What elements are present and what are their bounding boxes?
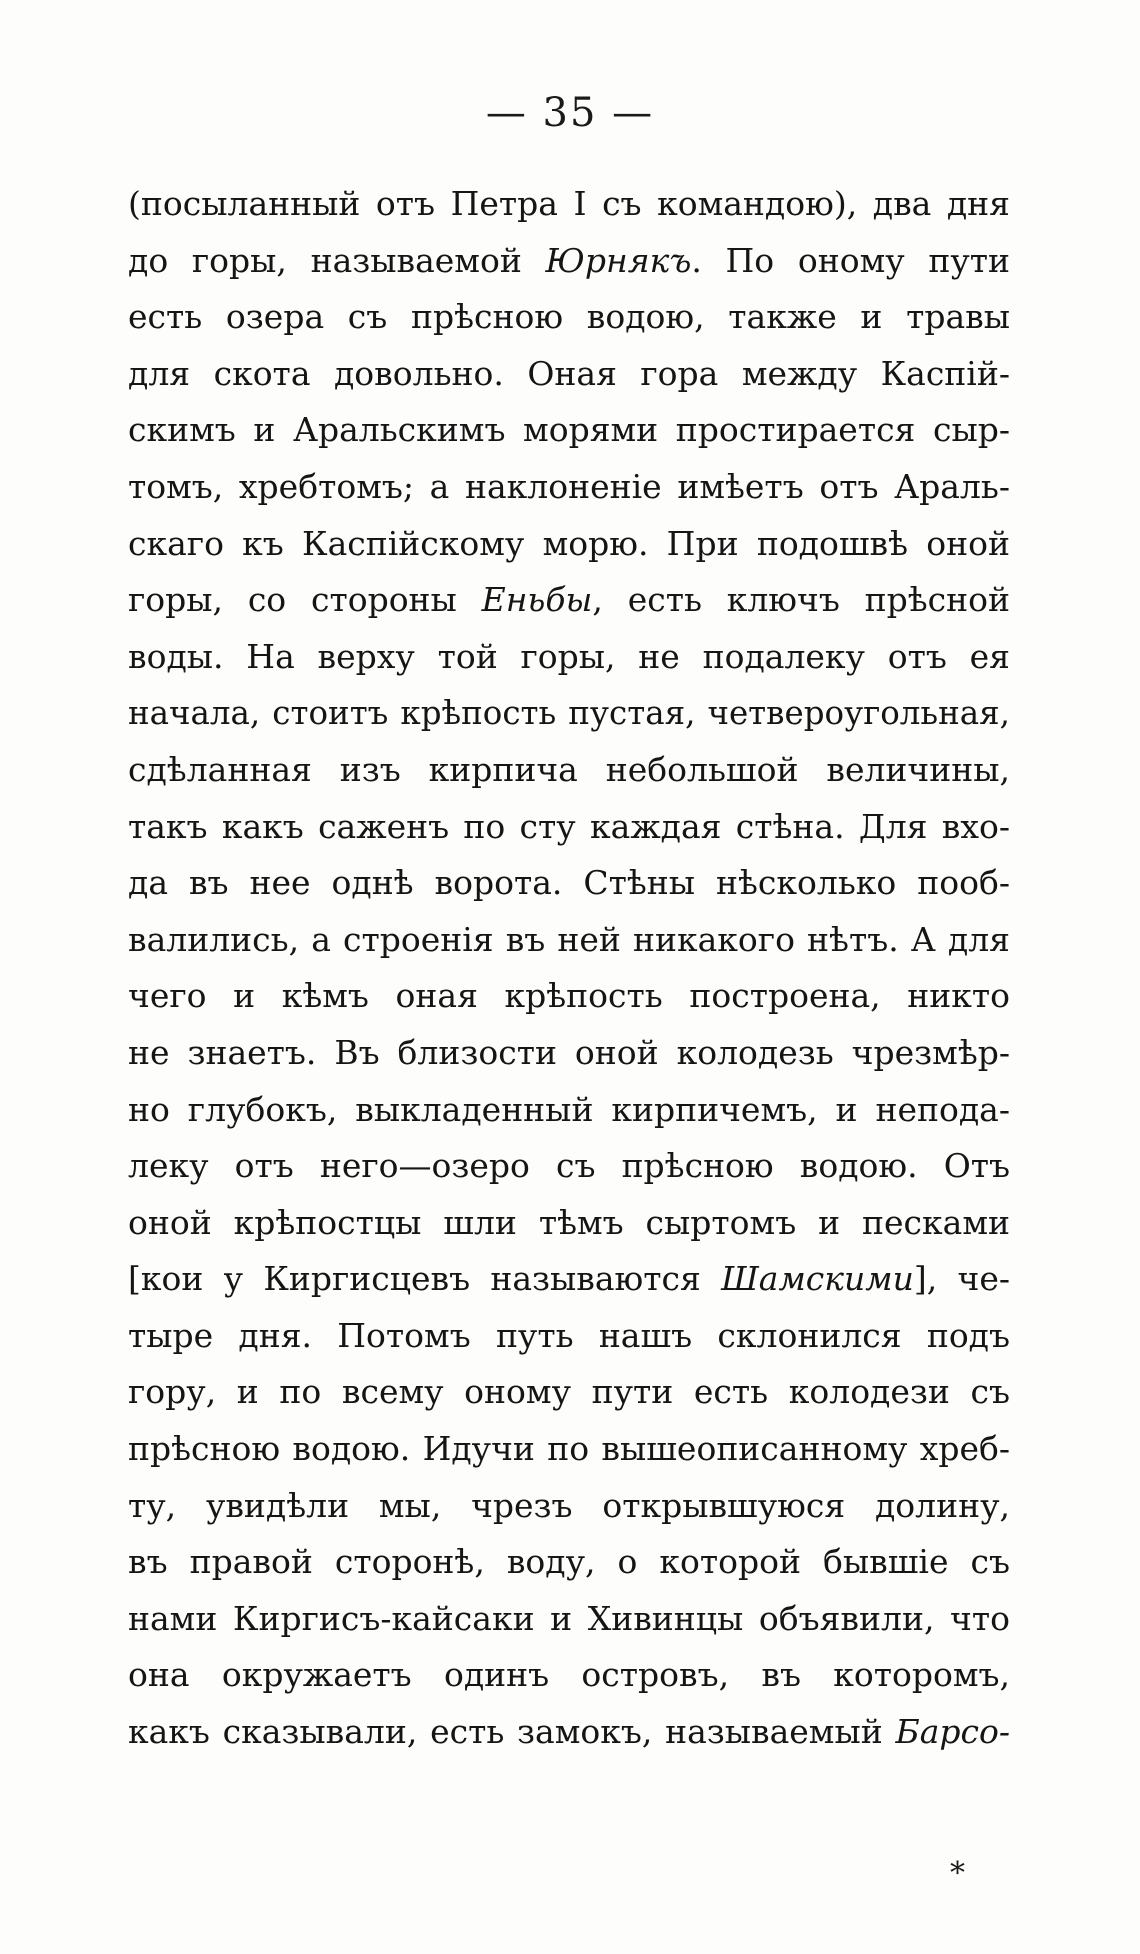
- line-text: чего и кѣмъ оная крѣпость построена, никто: [128, 976, 1010, 1016]
- line-text: скаго къ Каспiйскому морю. При подошвѣ оной: [128, 523, 1010, 563]
- text-line: [128, 685, 1010, 742]
- italic-name: Еньбы: [481, 580, 593, 620]
- line-text: нами Киргисъ-кайсаки и Хивинцы объявили, что: [128, 1598, 1010, 1638]
- line-text: сдѣланная изъ кирпича небольшой величины,: [128, 749, 1010, 789]
- line-text: (посыланный отъ Петра I съ командою), два дня: [128, 184, 1010, 223]
- text-line: [128, 1082, 1010, 1139]
- text-line: [128, 1251, 1010, 1308]
- italic-name: Шамскими: [721, 1259, 914, 1299]
- text-line: [128, 346, 1010, 403]
- line-text: до горы, называемой: [128, 240, 546, 280]
- line-text: такъ какъ саженъ по сту каждая стѣна. Для вхо-: [128, 806, 1010, 846]
- line-text: не знаетъ. Въ близости оной колодезь чрезмѣр-: [128, 1032, 1010, 1072]
- text-line: [128, 1364, 1010, 1421]
- text-line: [128, 176, 1010, 233]
- text-line: [128, 516, 1010, 573]
- page-number: — 35 —: [485, 90, 655, 136]
- text-line: [128, 1421, 1010, 1478]
- text-line: [128, 742, 1010, 799]
- signature-mark: *: [950, 1856, 965, 1891]
- line-text: скимъ и Аральскимъ морями простирается сыр-: [128, 410, 1010, 450]
- line-text: тыре дня. Потомъ путь нашъ склонился подъ: [128, 1315, 1010, 1355]
- line-text: есть озера съ прѣсною водою, также и травы: [128, 297, 1010, 337]
- text-line: [128, 459, 1010, 516]
- line-text: начала, стоитъ крѣпость пустая, четвероугольная,: [128, 694, 1010, 733]
- text-line: [128, 402, 1010, 459]
- text-line: [128, 1704, 1010, 1761]
- line-text: томъ, хребтомъ; а наклоненiе имѣетъ отъ Араль-: [128, 466, 1010, 506]
- line-text: горы, со стороны: [128, 580, 482, 620]
- line-text: она окружаетъ одинъ островъ, въ которомъ,: [128, 1655, 1010, 1695]
- line-text: , есть ключъ прѣсной: [592, 580, 1010, 620]
- text-line: [128, 572, 1010, 629]
- line-text: да въ нее однѣ ворота. Стѣны нѣсколько пооб-: [128, 863, 1010, 903]
- line-text: воды. На верху той горы, не подалеку отъ ея: [128, 636, 1010, 676]
- line-text: гору, и по всему оному пути есть колодези съ: [128, 1372, 1010, 1412]
- line-text: . По оному пути: [691, 240, 1010, 280]
- line-text: [кои у Киргисцевъ называются: [128, 1259, 722, 1299]
- line-text: прѣсною водою. Идучи по вышеописанному хреб-: [128, 1429, 1010, 1469]
- text-line: [128, 855, 1010, 912]
- text-line: [128, 1478, 1010, 1535]
- text-line: [128, 1647, 1010, 1704]
- text-line: [128, 1308, 1010, 1365]
- line-text: ту, увидѣли мы, чрезъ открывшуюся долину,: [128, 1485, 1010, 1525]
- line-text: въ правой сторонѣ, воду, о которой бывшiе съ: [128, 1542, 1010, 1582]
- text-line: [128, 1534, 1010, 1591]
- body-text: [128, 176, 1010, 1761]
- text-line: [128, 233, 1010, 290]
- line-text: леку отъ него—озеро съ прѣсною водою. Отъ: [128, 1146, 1010, 1186]
- text-line: [128, 1138, 1010, 1195]
- line-text: оной крѣпостцы шли тѣмъ сыртомъ и песками: [128, 1202, 1010, 1242]
- text-line: [128, 912, 1010, 969]
- text-line: [128, 1591, 1010, 1648]
- text-line: [128, 629, 1010, 686]
- line-text: ], че-: [913, 1259, 1010, 1299]
- italic-name: Барсо-: [895, 1712, 1010, 1752]
- text-line: [128, 289, 1010, 346]
- text-line: [128, 968, 1010, 1025]
- italic-name: Юрнякъ: [545, 240, 692, 280]
- text-line: [128, 1195, 1010, 1252]
- text-line: [128, 799, 1010, 856]
- line-text: но глубокъ, выкладенный кирпичемъ, и непода-: [128, 1089, 1010, 1129]
- line-text: какъ сказывали, есть замокъ, называемый: [128, 1712, 896, 1752]
- line-text: валились, а строенiя въ ней никакого нѣтъ. А для: [128, 919, 1010, 959]
- text-line: [128, 1025, 1010, 1082]
- line-text: для скота довольно. Оная гора между Каспiй-: [128, 353, 1010, 393]
